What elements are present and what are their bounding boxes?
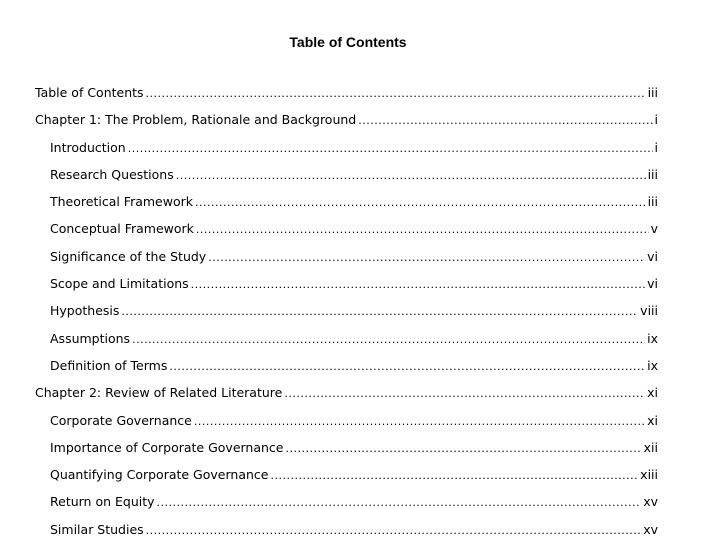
toc-dot-leader [194,411,645,433]
toc-dot-leader [176,165,646,187]
toc-entry-label: Assumptions [50,330,131,346]
toc-entry-label: Corporate Governance [50,412,192,428]
toc-entry[interactable] [35,273,658,300]
toc-entry[interactable] [35,137,658,164]
toc-entry[interactable] [35,464,658,491]
toc-entry-label: Theoretical Framework [50,194,193,210]
toc-dot-leader [128,138,653,160]
toc-dot-leader [195,192,646,214]
toc-dot-leader [208,247,645,269]
toc-entry-label: Chapter 1: The Problem, Rationale and Background [35,112,357,128]
toc-dot-leader [286,438,642,460]
toc-entry[interactable] [35,410,658,437]
toc-entry[interactable] [35,218,658,245]
table-of-contents [35,82,658,546]
toc-entry-label: Significance of the Study [50,248,207,264]
toc-dot-leader [146,83,646,105]
toc-entry[interactable] [35,300,658,327]
toc-entry[interactable] [35,382,658,409]
toc-entry-label: Conceptual Framework [50,221,194,237]
toc-entry-label: Introduction [50,139,126,155]
toc-entry-page-number: vi [647,248,658,264]
toc-entry[interactable] [35,519,658,546]
toc-entry-label: Table of Contents [35,85,144,100]
toc-entry[interactable] [35,491,658,518]
toc-entry-page-number: xiii [640,467,658,483]
toc-entry[interactable] [35,437,658,464]
toc-entry-page-number: xv [643,521,658,537]
toc-dot-leader [121,301,638,323]
toc-dot-leader [132,329,645,351]
toc-dot-leader [284,383,645,405]
toc-entry-page-number: i [654,112,658,128]
toc-dot-leader [196,219,649,241]
toc-dot-leader [157,492,642,514]
toc-entry-page-number: xii [643,439,658,455]
toc-entry[interactable] [35,328,658,355]
toc-dot-leader [191,274,645,296]
toc-entry-label: Hypothesis [50,303,120,319]
toc-entry-page-number: v [650,221,658,237]
toc-entry-label: Importance of Corporate Governance [50,439,284,455]
toc-entry-page-number: vi [647,276,658,292]
toc-entry-label: Scope and Limitations [50,276,189,292]
toc-dot-leader [146,520,642,542]
toc-entry-page-number: ix [647,330,658,346]
toc-entry-label: Research Questions [50,166,174,182]
toc-entry-page-number: xv [643,494,658,510]
toc-entry-page-number: ix [647,357,658,373]
toc-entry[interactable] [35,109,658,136]
toc-entry[interactable] [35,246,658,273]
toc-entry-label: Chapter 2: Review of Related Literature [35,385,283,401]
document-title: Table of Contents [289,34,407,50]
toc-dot-leader [169,356,645,378]
toc-dot-leader [270,465,638,487]
toc-entry[interactable] [35,355,658,382]
toc-entry-label: Quantifying Corporate Governance [50,467,269,483]
toc-entry-label: Return on Equity [50,494,155,510]
toc-dot-leader [358,110,652,132]
toc-entry-page-number: xi [647,412,658,428]
toc-entry-page-number: iii [647,166,658,182]
toc-entry-page-number: viii [640,303,658,319]
toc-entry-label: Definition of Terms [50,357,168,373]
toc-entry-page-number: iii [647,85,658,100]
toc-entry-page-number: i [654,139,658,155]
toc-entry-label: Similar Studies [50,521,144,537]
toc-entry[interactable] [35,191,658,218]
toc-entry[interactable] [35,164,658,191]
toc-entry-page-number: iii [647,194,658,210]
toc-entry[interactable] [35,82,658,109]
toc-entry-page-number: xi [647,385,658,401]
